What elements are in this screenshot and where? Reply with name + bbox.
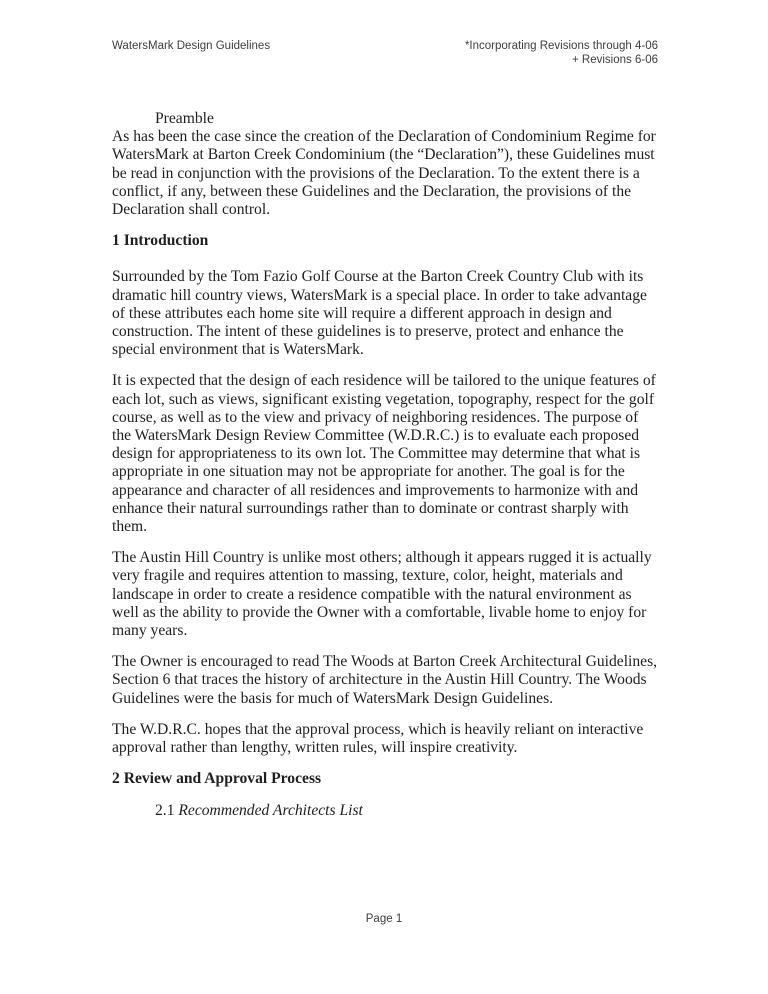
section-2-1-title: Recommended Architects List [178, 801, 363, 819]
page-header [112, 40, 658, 67]
header-revision-line-1: *Incorporating Revisions through 4-06 [464, 40, 658, 52]
header-revision-line-2: + Revisions 6-06 [572, 53, 658, 66]
document-body [112, 97, 659, 820]
section-2-heading: 2 Review and Approval Process [112, 770, 322, 788]
section-2-1-number: 2.1 [155, 801, 179, 819]
section-1-paragraph-2: It is expected that the design of each residence will be tailored to the unique features of each lot, such as views, significant existing vegetation, topography, respect for the golf course, as well as to the view and privacy of neighboring residences. The purpose of the WatersMark Design Review Committee (W.D.R.C.) is to evaluate each proposed design for appropriateness to its own lot. The Committee may determine that what is appropriate in one situation may not be appropriate for another. The goal is for the appearance and character of all residences and improvements to harmonize with and enhance their natural surroundings rather than to dominate or contrast sharply with them. [112, 372, 656, 536]
section-1-paragraph-1: Surrounded by the Tom Fazio Golf Course at the Barton Creek Country Club with its dramatic hill country views, WatersMark is a special place. In order to take advantage of these attributes each home site will require a different approach in design and construction. The intent of these guidelines is to preserve, protect and enhance the special environment that is WatersMark. [112, 268, 647, 359]
section-2-1-heading [112, 802, 659, 820]
section-1-heading: 1 Introduction [112, 232, 209, 250]
section-1-paragraph-4: The Owner is encouraged to read The Woods at Barton Creek Architectural Guidelines, Section 6 that traces the history of architecture in the Austin Hill Country. The Woods Guidelines were the basis for much of WatersMark Design Guidelines. [112, 653, 658, 707]
page-number: Page 1 [365, 913, 403, 925]
preamble-label: Preamble [155, 110, 214, 127]
section-1-paragraph-3: The Austin Hill Country is unlike most others; although it appears rugged it is actually very fragile and requires attention to massing, texture, color, height, materials and landscape in order to create a residence compatible with the natural environment as well as the ability to provide the Owner with a comfortable, livable home to enjoy for many years. [112, 549, 652, 640]
header-revisions [465, 40, 658, 67]
header-document-title: WatersMark Design Guidelines [112, 40, 271, 52]
section-1-paragraph-5: The W.D.R.C. hopes that the approval process, which is heavily reliant on interactive approval rather than lengthy, written rules, will inspire creativity. [112, 720, 644, 757]
preamble-paragraph: As has been the case since the creation of the Declaration of Condominium Regime for WatersMark at Barton Creek Condominium (the “Declaration”), these Guidelines must be read in conjunction with the provisions of the Declaration. To the extent there is a conflict, if any, between these Guidelines and the Declaration, the provisions of the Declaration shall control. [112, 128, 656, 219]
